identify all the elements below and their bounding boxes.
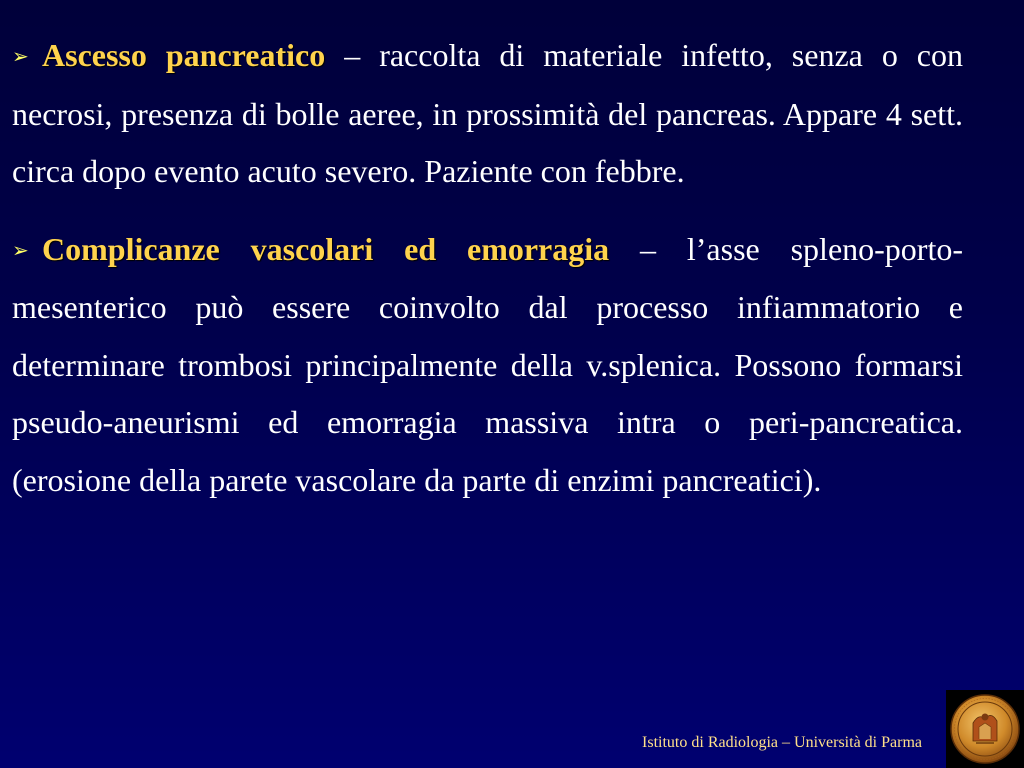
arrow-bullet-icon: ➢ xyxy=(12,237,29,262)
bullet-item-ascesso xyxy=(12,27,963,201)
bullet-item-complicanze xyxy=(12,221,963,510)
arrow-bullet-icon: ➢ xyxy=(12,44,29,68)
bullet-term: Ascesso pancreatico xyxy=(42,37,326,73)
footer-institution: Istituto di Radiologia – Università di Parma xyxy=(642,734,922,751)
bullet-list xyxy=(12,27,963,509)
bullet-term: Complicanze vascolari ed emorragia xyxy=(42,230,610,267)
bullet-text: raccolta di materiale infetto, senza o con necrosi, presenza di bolle aeree, in prossimità del pancreas. Appare 4 sett. circa dopo evento acuto severo. Paziente con febbre. xyxy=(12,37,964,189)
bullet-separator: – xyxy=(325,37,380,73)
university-seal xyxy=(946,690,1024,768)
university-seal-icon xyxy=(949,693,1021,765)
bullet-separator: – xyxy=(609,230,687,267)
bullet-text: l’asse spleno-porto-mesenterico può essere coinvolto dal processo infiammatorio e determinare trombosi principalmente della v.splenica. Possono formarsi pseudo-aneurismi ed emorragia massiva intra o peri-pancreatica. (erosione della parete vascolare da parte di enzimi pancreatici). xyxy=(12,230,964,498)
